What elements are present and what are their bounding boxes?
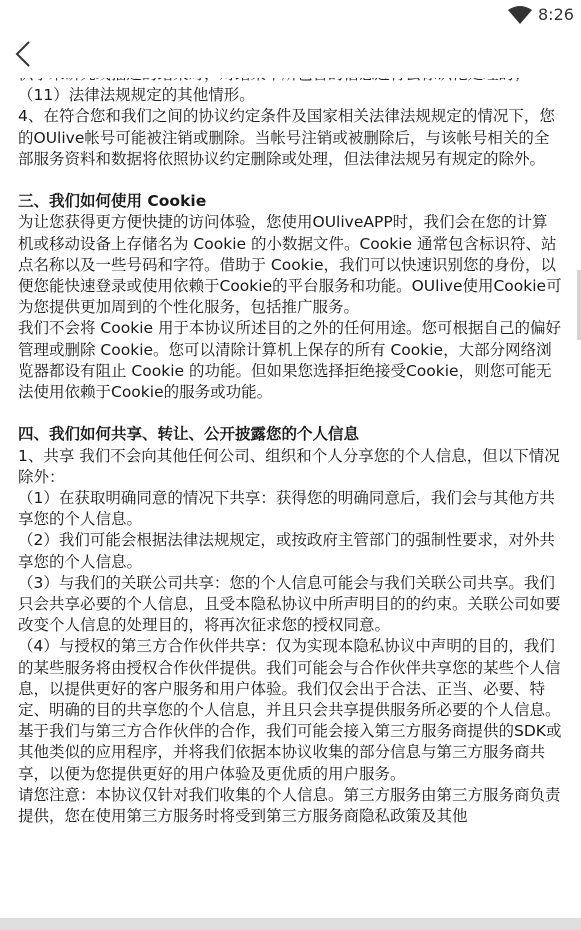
bottom-shade bbox=[0, 918, 581, 930]
app-bar bbox=[0, 32, 581, 78]
section-heading-sharing: 四、我们如何共享、转让、公开披露您的个人信息 bbox=[18, 425, 360, 444]
spacer bbox=[18, 403, 563, 424]
paragraph: （11）法律法规规定的其他情形。 bbox=[18, 86, 255, 105]
scrollbar-thumb[interactable] bbox=[577, 270, 581, 340]
chevron-left-icon[interactable] bbox=[12, 38, 36, 70]
paragraph: （4）与授权的第三方合作伙伴共享：仅为实现本隐私协议中声明的目的，我们的某些服务将由授权合作伙伴提供。我们可能会与合作伙伴共享您的某些个人信息，以提供更好的客户服务和用户体验。我们仅会出于合法、正当、必要、特定、明确的目的共享您的个人信息，并且只会共享提供服务所必要的个人信息。 基于我们与第三方合作伙伴的合作，我们可能会接入第三方服务商提供的SDK或其他类似的应用程序，并将我们依据本协议收集的部分信息与第三方服务商共享，以便为您提供更好的用户体验及更优质的用户服务。 bbox=[18, 637, 562, 783]
spacer bbox=[18, 170, 563, 191]
privacy-policy-content[interactable] bbox=[0, 78, 581, 930]
section-heading-cookie: 三、我们如何使用 Cookie bbox=[18, 192, 207, 211]
paragraph: 我们不会将 Cookie 用于本协议所述目的之外的任何用途。您可根据自己的偏好管理或删除 Cookie。您可以清除计算机上保存的所有 Cookie，大部分网络浏览器都设有阻止 Cookie 的功能。但如果您选择拒绝接受Cookie，则您可能无法使用依赖于Cookie的服务或功能。 bbox=[18, 319, 561, 402]
policy-article bbox=[18, 64, 563, 827]
paragraph: 为让您获得更方便快捷的访问体验，您使用OUliveAPP时，我们会在您的计算机或移动设备上存储名为 Cookie 的小数据文件。Cookie 通常包含标识符、站点名称以及一些号码和字符。借助于 Cookie，我们可以快速识别您的身份，以便您能快速登录或使用依赖于Cookie的平台服务和功能。OUlive使用Cookie可为您提供更加周到的个性化服务，包括推广服务。 bbox=[18, 213, 562, 317]
wifi-icon bbox=[508, 6, 532, 24]
paragraph: （2）我们可能会根据法律法规规定，或按政府主管部门的强制性要求，对外共享您的个人信息。 bbox=[18, 531, 555, 571]
paragraph: 4、在符合您和我们之间的协议约定条件及国家相关法律法规规定的情况下，您的OUlive帐号可能被注销或删除。当帐号注销或被删除后，与该帐号相关的全部服务资料和数据将依照协议约定删除或处理，但法律法规另有规定的除外。 bbox=[18, 107, 555, 168]
status-bar bbox=[0, 0, 581, 32]
status-time: 8:26 bbox=[538, 5, 574, 24]
paragraph: 请您注意：本协议仅针对我们收集的个人信息。第三方服务由第三方服务商负责提供，您在使用第三方服务时将受到第三方服务商隐私政策及其他 bbox=[18, 785, 561, 826]
paragraph: （3）与我们的关联公司共享：您的个人信息可能会与我们关联公司共享。我们只会共享必要的个人信息，且受本隐私协议中所声明目的的约束。关联公司如要改变个人信息的处理目的，将再次征求您的授权同意。 bbox=[18, 573, 561, 635]
paragraph: 1、共享 我们不会向其他任何公司、组织和个人分享您的个人信息，但以下情况除外： bbox=[18, 446, 560, 486]
paragraph: （1）在获取明确同意的情况下共享：获得您的明确同意后，我们会与其他方共享您的个人信息。 bbox=[18, 489, 555, 529]
